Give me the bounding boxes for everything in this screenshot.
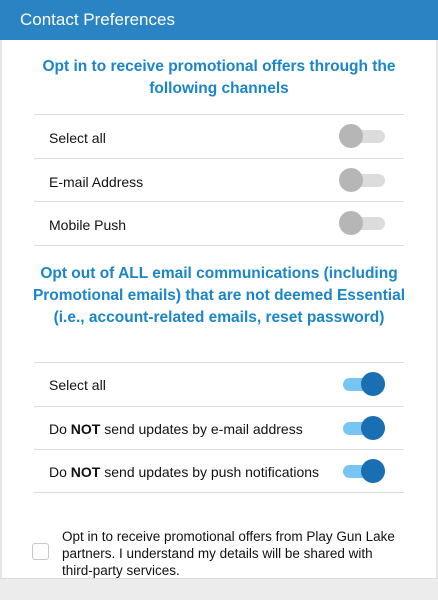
opt-in-heading: Opt in to receive promotional offers through the following channels	[42, 58, 396, 97]
opt-out-push-label: Do NOT send updates by push notifications	[49, 464, 320, 480]
toggle-thumb	[361, 416, 385, 440]
opt-in-email-label: E-mail Address	[49, 174, 144, 190]
partner-consent-checkbox[interactable]	[32, 543, 49, 560]
opt-in-select-all-toggle[interactable]	[339, 124, 385, 148]
opt-in-mobile-push-label: Mobile Push	[49, 217, 127, 233]
partner-consent-text: Opt in to receive promotional offers from Play Gun Lake partners. I understand my details will be shared with third-party services.	[62, 529, 395, 578]
opt-out-select-all-toggle[interactable]	[339, 372, 385, 396]
toggle-thumb	[361, 459, 385, 483]
opt-out-email-toggle[interactable]	[339, 416, 385, 440]
divider	[34, 449, 404, 450]
opt-out-heading: Opt out of ALL email communications (including Promotional emails) that are not deemed Essential (i.e., account-related emails, reset password)	[32, 265, 406, 326]
opt-out-push-toggle[interactable]	[339, 459, 385, 483]
page-title: Contact Preferences	[20, 10, 175, 29]
divider	[34, 201, 404, 202]
toggle-thumb	[339, 124, 363, 148]
opt-in-select-all-label: Select all	[49, 130, 106, 146]
divider	[34, 362, 404, 363]
opt-out-email-label: Do NOT send updates by e-mail address	[49, 421, 303, 437]
footer-bar	[0, 578, 438, 600]
opt-out-select-all-label: Select all	[49, 377, 106, 393]
header-bar	[0, 0, 438, 40]
divider	[34, 114, 404, 115]
divider	[34, 245, 404, 246]
left-border	[0, 40, 2, 578]
toggle-thumb	[339, 168, 363, 192]
divider	[34, 158, 404, 159]
toggle-thumb	[339, 211, 363, 235]
divider	[34, 492, 404, 493]
divider	[34, 406, 404, 407]
toggle-thumb	[361, 372, 385, 396]
opt-in-email-toggle[interactable]	[339, 168, 385, 192]
opt-in-mobile-push-toggle[interactable]	[339, 211, 385, 235]
